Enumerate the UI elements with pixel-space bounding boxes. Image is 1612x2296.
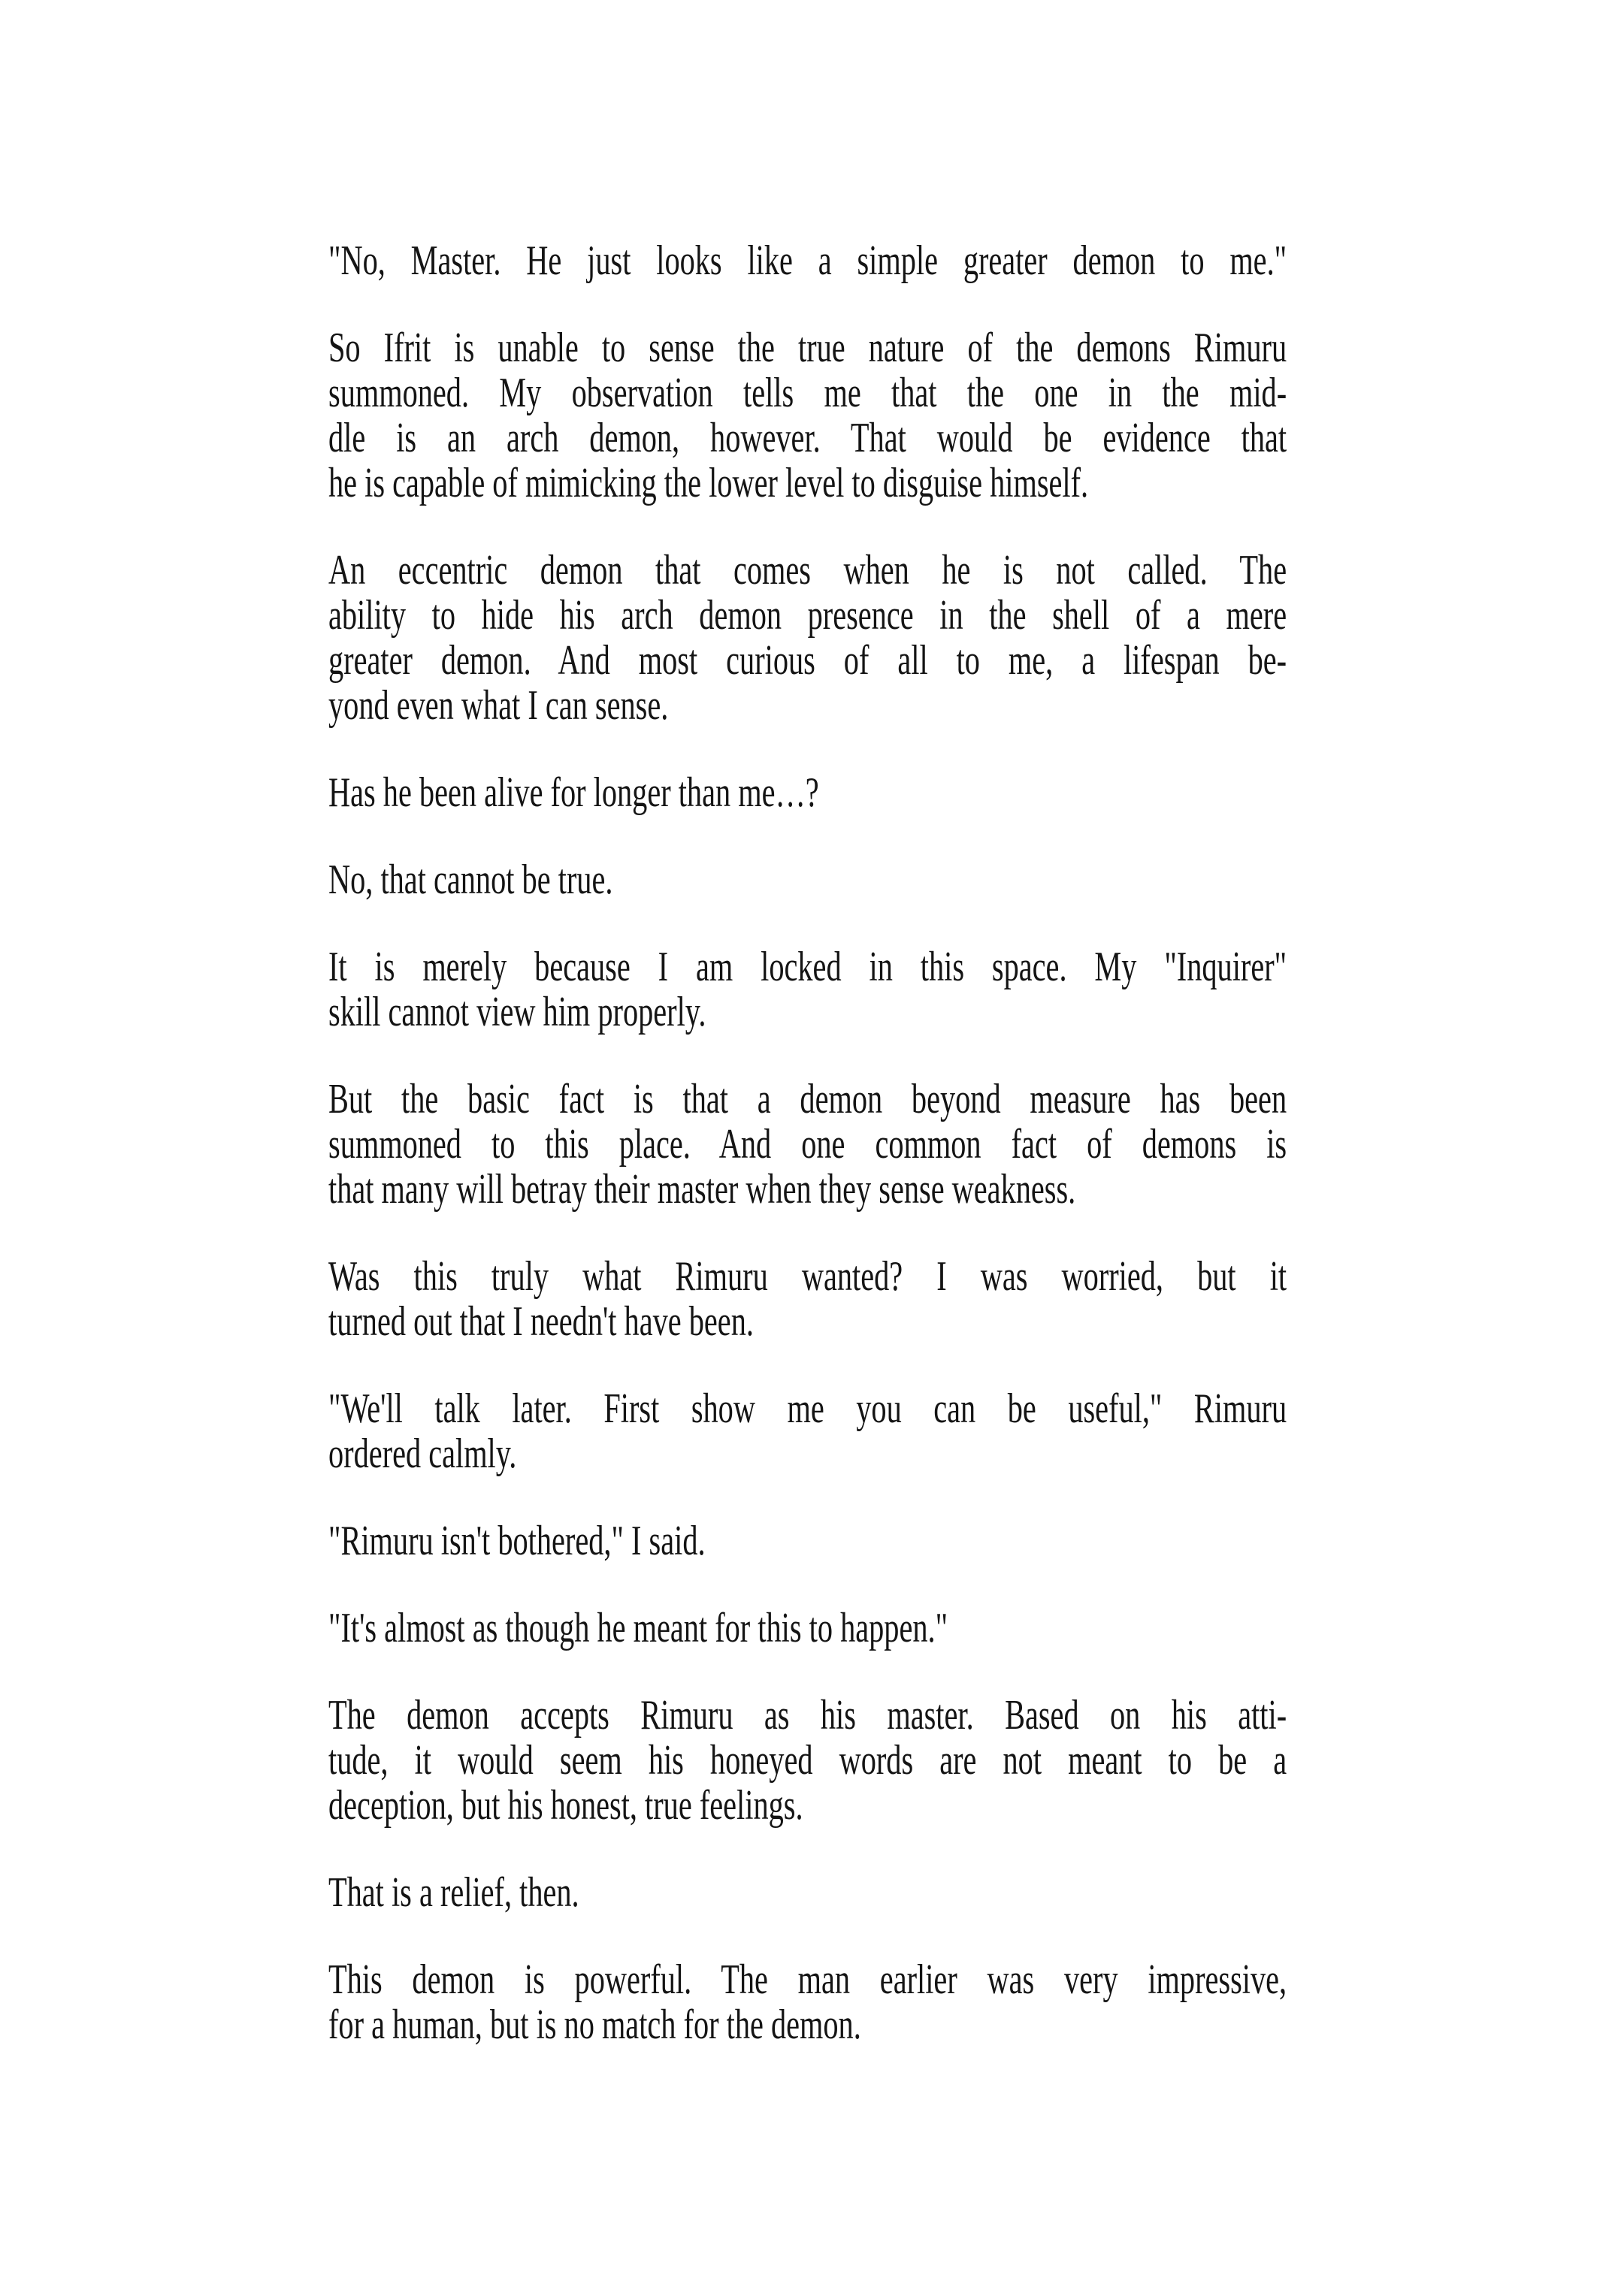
paragraph: [328, 857, 1287, 902]
text-line: The demon accepts Rimuru as his master. Based on his atti-: [328, 1692, 1287, 1739]
text-line: Has he been alive for longer than me…?: [328, 769, 819, 816]
text-line: summoned to this place. And one common fact of demons is: [328, 1121, 1287, 1168]
text-line: "It's almost as though he meant for this to happen.": [328, 1605, 948, 1651]
text-line: turned out that I needn't have been.: [328, 1298, 754, 1345]
text-line: This demon is powerful. The man earlier was very impressive,: [328, 1956, 1287, 2003]
text-line: that many will betray their master when they sense weakness.: [328, 1166, 1076, 1213]
paragraph: [328, 238, 1287, 283]
paragraph: [328, 770, 1287, 815]
text-column: [328, 238, 1287, 2047]
text-line: yond even what I can sense.: [328, 682, 669, 729]
paragraph: [328, 1386, 1287, 1476]
paragraph: [328, 325, 1287, 506]
text-line: So Ifrit is unable to sense the true nature of the demons Rimuru: [328, 325, 1287, 371]
paragraph: [328, 1254, 1287, 1344]
text-line: ability to hide his arch demon presence in the shell of a mere: [328, 592, 1287, 639]
paragraph: [328, 1957, 1287, 2047]
text-line: It is merely because I am locked in this space. My "Inquirer": [328, 944, 1287, 990]
text-line: he is capable of mimicking the lower level to disguise himself.: [328, 460, 1089, 506]
text-line: summoned. My observation tells me that the one in the mid-: [328, 370, 1287, 416]
paragraph: [328, 1077, 1287, 1212]
text-line: No, that cannot be true.: [328, 856, 613, 903]
text-line: ordered calmly.: [328, 1430, 517, 1477]
paragraph: [328, 944, 1287, 1035]
text-line: "We'll talk later. First show me you can be useful," Rimuru: [328, 1385, 1287, 1432]
text-line: That is a relief, then.: [328, 1869, 579, 1916]
paragraph: [328, 1693, 1287, 1828]
text-line: dle is an arch demon, however. That would be evidence that: [328, 415, 1287, 461]
text-line: "Rimuru isn't bothered," I said.: [328, 1518, 706, 1564]
text-line: tude, it would seem his honeyed words are not meant to be a: [328, 1737, 1287, 1784]
paragraph: [328, 548, 1287, 728]
text-line: deception, but his honest, true feelings.: [328, 1782, 803, 1829]
text-line: for a human, but is no match for the demon.: [328, 2001, 861, 2048]
text-line: greater demon. And most curious of all to me, a lifespan be-: [328, 637, 1287, 684]
text-line: But the basic fact is that a demon beyond measure has been: [328, 1076, 1287, 1122]
text-line: Was this truly what Rimuru wanted? I was worried, but it: [328, 1253, 1287, 1300]
paragraph: [328, 1870, 1287, 1915]
paragraph: [328, 1606, 1287, 1651]
paragraph: [328, 1518, 1287, 1563]
text-line: "No, Master. He just looks like a simple greater demon to me.": [328, 237, 1287, 284]
text-line: An eccentric demon that comes when he is not called. The: [328, 547, 1287, 594]
text-line: skill cannot view him properly.: [328, 989, 706, 1035]
